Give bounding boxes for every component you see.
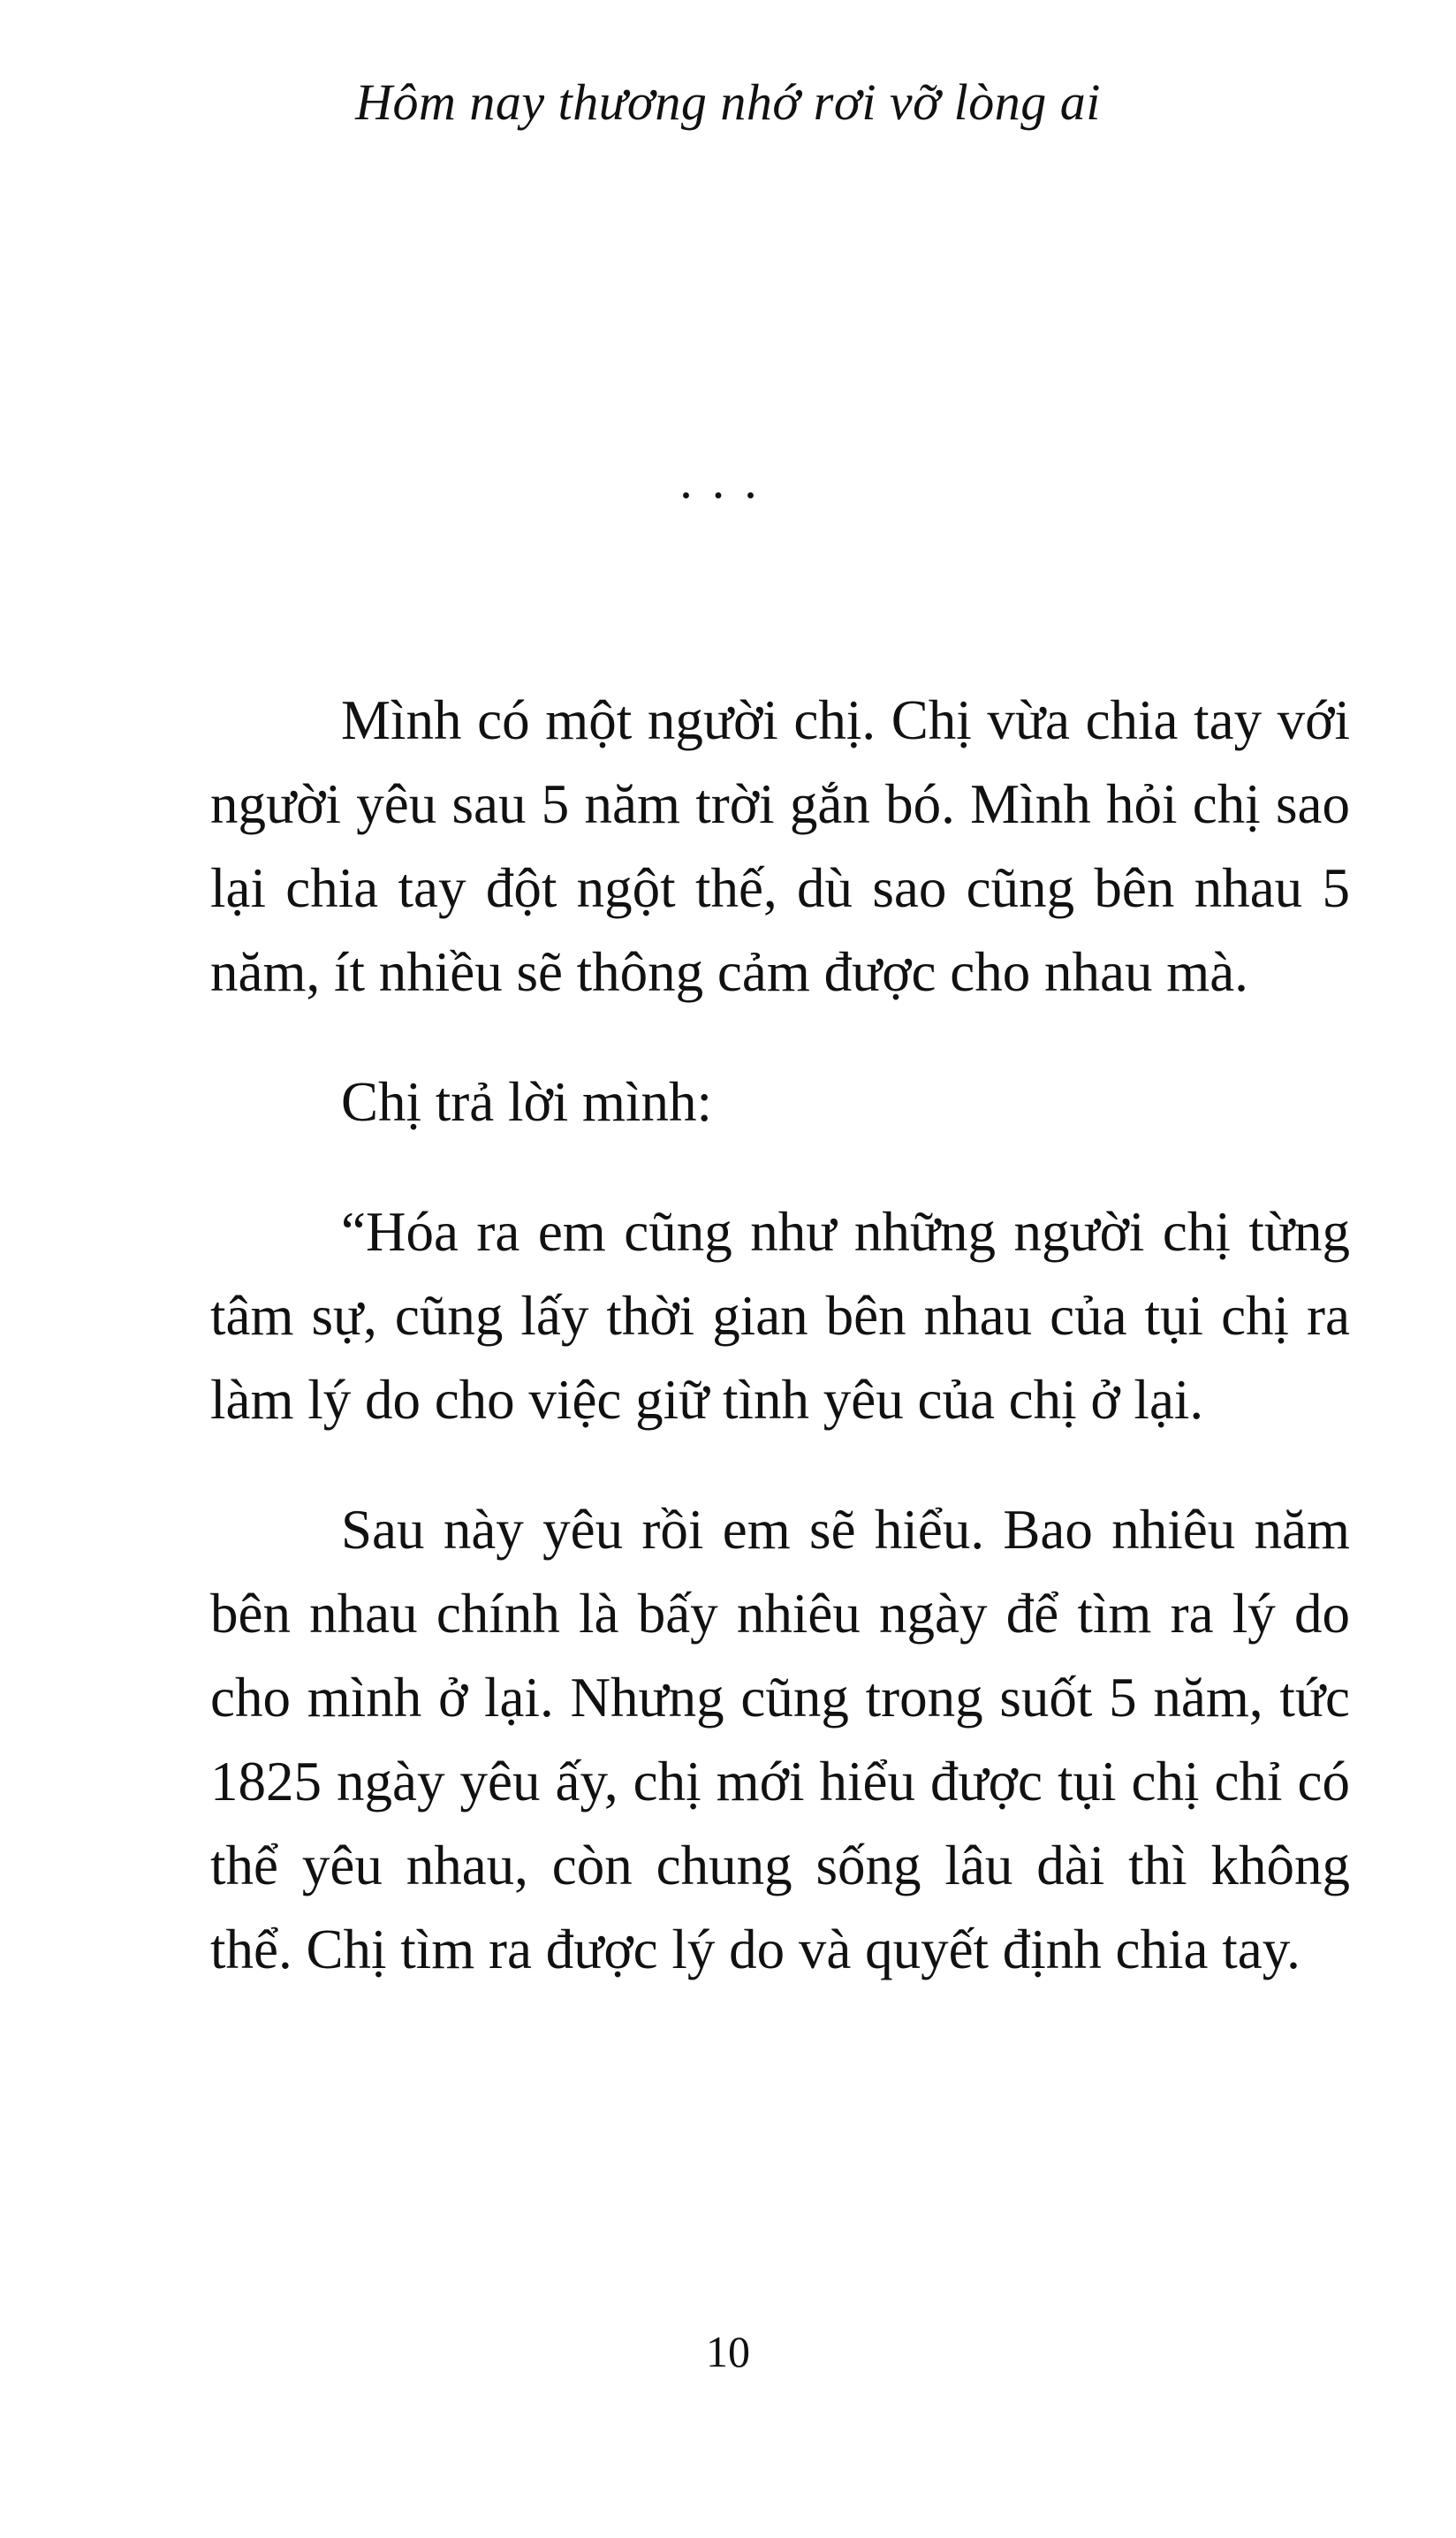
paragraph-2: Chị trả lời mình:: [341, 1071, 713, 1133]
paragraph-1: Mình có một người chị. Chị vừa chia tay với người yêu sau 5 năm trời gắn bó. Mình hỏi chị sao lại chia tay đột ngột thế, dù sao cũng bên nhau 5 năm, ít nhiều sẽ thông cảm được cho nhau mà.: [210, 689, 1350, 1003]
paragraph-4: Sau này yêu rồi em sẽ hiểu. Bao nhiêu năm bên nhau chính là bấy nhiêu ngày để tìm ra lý do cho mình ở lại. Nhưng cũng trong suốt 5 năm, tức 1825 ngày yêu ấy, chị mới hiểu được tụi chị chỉ có thể yêu nhau, còn chung sống lâu dài thì không thể. Chị tìm ra được lý do và quyết định chia tay.: [210, 1499, 1350, 1980]
paragraph-3: “Hóa ra em cũng như những người chị từng tâm sự, cũng lấy thời gian bên nhau của tụi chị ra làm lý do cho việc giữ tình yêu của chị ở lại.: [210, 1201, 1350, 1431]
body-text: [210, 679, 1350, 2038]
section-separator: ...: [679, 452, 777, 509]
page-number: 10: [706, 2327, 750, 2376]
running-header-title: Hôm nay thương nhớ rơi vỡ lòng ai: [355, 73, 1101, 131]
